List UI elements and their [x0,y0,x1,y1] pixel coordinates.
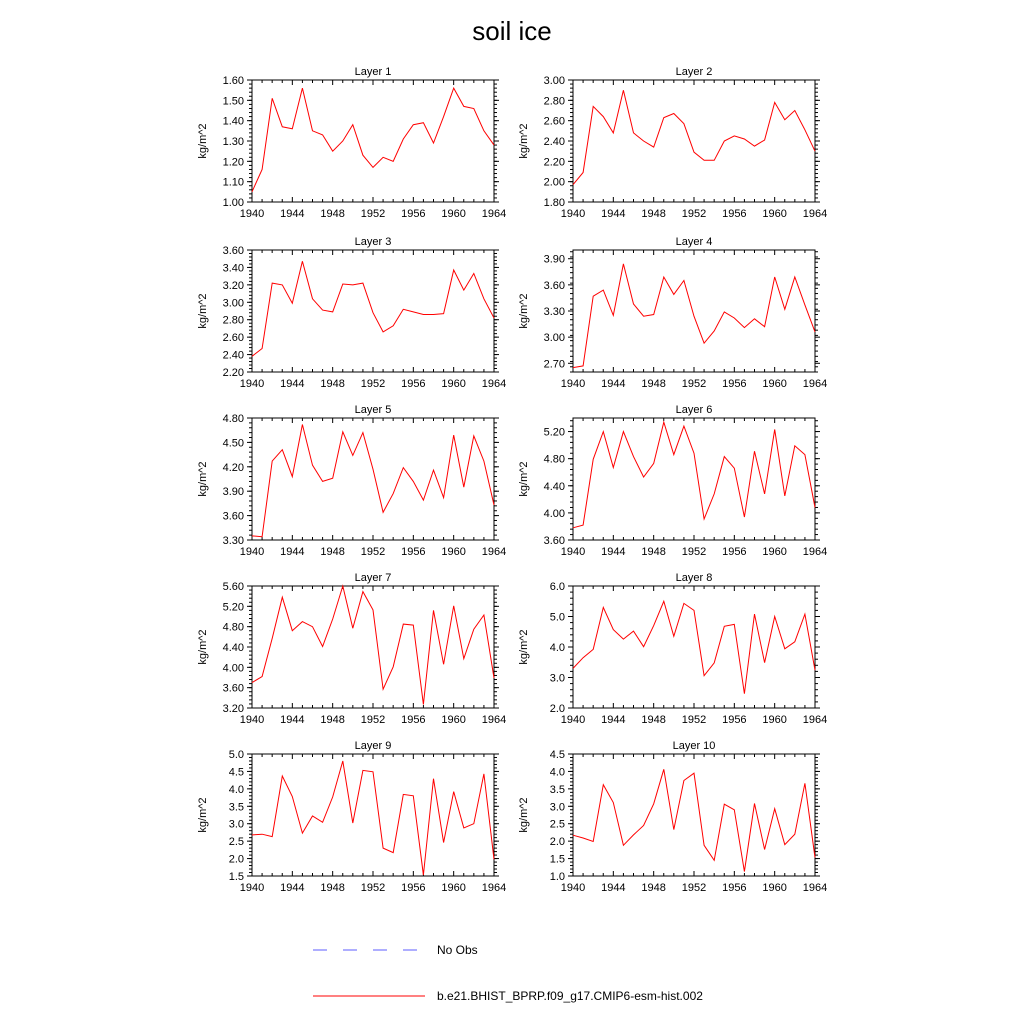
x-tick-label: 1956 [722,546,747,558]
panel-title: Layer 3 [354,236,392,248]
y-tick-label: 3.30 [543,306,565,318]
y-tick-label: 3.0 [549,801,565,814]
y-tick-label: 4.00 [543,507,565,520]
y-tick-label: 5.0 [549,611,565,624]
panel-8 [518,572,827,726]
x-tick-label: 1940 [560,208,586,220]
plot-frame [252,418,494,540]
x-tick-label: 1956 [401,546,426,558]
y-tick-label: 3.5 [549,783,565,796]
y-tick-label: 3.90 [543,253,565,266]
x-tick-label: 1944 [601,714,626,726]
panel-title: Layer 7 [354,572,392,584]
series-line [573,264,815,368]
x-tick-label: 1960 [762,208,787,220]
panel-title: Layer 9 [354,740,392,752]
y-tick-label: 1.50 [222,95,244,108]
series-line [573,601,815,693]
x-tick-label: 1944 [601,378,626,390]
y-tick-label: 2.80 [543,95,565,108]
y-tick-label: 3.5 [228,801,244,814]
y-tick-label: 4.80 [543,453,565,466]
series-line [252,586,494,704]
panel-title: Layer 1 [354,66,392,78]
x-tick-label: 1952 [360,208,386,220]
series-line [252,425,494,537]
x-tick-label: 1964 [802,208,828,220]
x-tick-label: 1940 [239,882,265,894]
y-tick-label: 1.20 [222,156,244,169]
x-tick-label: 1952 [360,714,386,726]
y-axis-label: kg/m^2 [197,293,209,329]
y-tick-label: 3.20 [222,279,244,292]
y-axis-label: kg/m^2 [197,797,209,833]
y-tick-label: 4.50 [222,437,244,450]
y-tick-label: 2.40 [543,136,565,148]
x-tick-label: 1940 [239,714,265,726]
y-tick-label: 2.0 [549,703,565,715]
x-tick-label: 1944 [280,546,305,558]
y-tick-label: 3.40 [222,262,244,275]
x-tick-label: 1948 [320,546,345,558]
x-tick-label: 1964 [802,882,828,894]
x-tick-label: 1964 [481,378,507,390]
y-tick-label: 3.60 [222,510,244,523]
y-tick-label: 4.00 [222,662,244,675]
series-line [252,761,494,875]
x-tick-label: 1940 [239,378,265,390]
plot-frame [573,80,815,202]
x-tick-label: 1940 [239,546,265,558]
legend-label-model: b.e21.BHIST_BPRP.f09_g17.CMIP6-esm-hist.002 [437,989,703,1003]
y-tick-label: 5.20 [543,426,565,439]
y-tick-label: 2.5 [549,818,565,831]
plot-frame [252,80,494,202]
y-axis-label: kg/m^2 [197,629,209,665]
x-tick-label: 1944 [601,882,626,894]
panel-6 [518,404,827,558]
x-tick-label: 1956 [401,714,426,726]
y-tick-label: 1.10 [222,176,244,189]
x-tick-label: 1964 [802,714,828,726]
x-tick-label: 1948 [320,208,345,220]
x-tick-label: 1956 [722,882,747,894]
y-tick-label: 1.60 [222,75,244,87]
y-tick-label: 2.20 [222,367,244,379]
x-tick-label: 1944 [280,882,305,894]
y-axis-label: kg/m^2 [518,797,530,833]
panel-7 [197,572,506,726]
y-tick-label: 2.60 [543,115,565,128]
y-tick-label: 4.0 [228,783,244,796]
plot-frame [573,250,815,372]
series-line [573,90,815,185]
x-tick-label: 1952 [681,378,707,390]
y-tick-label: 2.00 [543,176,565,189]
x-tick-label: 1956 [401,208,426,220]
y-tick-label: 4.5 [228,766,244,779]
x-tick-label: 1960 [762,882,787,894]
panel-9 [197,740,506,894]
y-tick-label: 1.0 [549,871,565,883]
y-tick-label: 3.30 [222,535,244,547]
series-line [252,88,494,192]
x-tick-label: 1948 [641,378,666,390]
x-tick-label: 1956 [722,714,747,726]
x-tick-label: 1964 [481,882,507,894]
y-tick-label: 5.20 [222,601,244,614]
panel-3 [197,236,506,390]
y-tick-label: 3.60 [222,682,244,695]
panel-10 [518,740,827,894]
x-tick-label: 1952 [360,546,386,558]
legend-label-no-obs: No Obs [437,943,478,957]
x-tick-label: 1960 [441,546,466,558]
plot-frame [573,586,815,708]
y-tick-label: 1.5 [549,853,565,866]
panel-title: Layer 10 [672,740,716,752]
y-tick-label: 2.80 [222,314,244,327]
y-tick-label: 5.60 [222,581,244,593]
x-tick-label: 1948 [641,882,666,894]
x-tick-label: 1944 [280,714,305,726]
x-tick-label: 1960 [441,378,466,390]
y-tick-label: 4.40 [222,642,244,654]
x-tick-label: 1960 [762,378,787,390]
y-tick-label: 2.40 [222,349,244,362]
y-tick-label: 5.0 [228,749,244,761]
x-tick-label: 1952 [681,882,707,894]
y-tick-label: 3.60 [543,535,565,547]
y-tick-label: 1.30 [222,136,244,148]
x-tick-label: 1948 [641,546,666,558]
x-tick-label: 1952 [360,378,386,390]
y-tick-label: 4.80 [222,621,244,634]
plot-frame [252,586,494,708]
y-tick-label: 4.40 [543,480,565,493]
series-line [252,261,494,356]
x-tick-label: 1964 [802,378,828,390]
y-tick-label: 4.80 [222,413,244,425]
y-tick-label: 1.5 [228,871,244,883]
y-tick-label: 2.5 [228,836,244,849]
y-tick-label: 4.5 [549,749,565,761]
x-tick-label: 1960 [441,208,466,220]
x-tick-label: 1956 [722,208,747,220]
figure-title: soil ice [472,16,552,46]
y-axis-label: kg/m^2 [518,293,530,329]
y-tick-label: 3.00 [543,332,565,345]
plot-frame [252,250,494,372]
y-axis-label: kg/m^2 [518,461,530,497]
panel-title: Layer 2 [675,66,713,78]
x-tick-label: 1948 [641,714,666,726]
plot-frame [573,418,815,540]
x-tick-label: 1960 [441,714,466,726]
y-tick-label: 3.0 [228,818,244,831]
x-tick-label: 1964 [481,714,507,726]
y-tick-label: 1.00 [222,197,244,209]
series-line [573,769,815,871]
x-tick-label: 1960 [441,882,466,894]
x-tick-label: 1944 [280,378,305,390]
y-tick-label: 4.20 [222,461,244,474]
x-tick-label: 1948 [641,208,666,220]
x-tick-label: 1960 [762,714,787,726]
y-tick-label: 2.20 [543,156,565,169]
y-tick-label: 3.90 [222,486,244,499]
y-tick-label: 3.0 [549,672,565,685]
x-tick-label: 1952 [681,714,707,726]
y-tick-label: 2.60 [222,332,244,345]
x-tick-label: 1944 [601,546,626,558]
y-tick-label: 3.60 [543,279,565,292]
y-axis-label: kg/m^2 [518,123,530,159]
x-tick-label: 1952 [681,208,707,220]
y-tick-label: 1.80 [543,197,565,209]
plot-frame [573,754,815,876]
y-tick-label: 3.00 [222,297,244,310]
y-axis-label: kg/m^2 [518,629,530,665]
y-tick-label: 3.20 [222,703,244,715]
x-tick-label: 1960 [762,546,787,558]
x-tick-label: 1940 [560,882,586,894]
y-tick-label: 3.00 [543,75,565,87]
x-tick-label: 1964 [481,546,507,558]
panel-title: Layer 4 [675,236,713,248]
y-tick-label: 2.0 [549,836,565,849]
x-tick-label: 1956 [401,882,426,894]
x-tick-label: 1940 [239,208,265,220]
y-tick-label: 6.0 [549,581,565,593]
panel-title: Layer 5 [354,404,392,416]
panel-1 [197,66,506,220]
y-axis-label: kg/m^2 [197,461,209,497]
x-tick-label: 1944 [280,208,305,220]
x-tick-label: 1964 [481,208,507,220]
x-tick-label: 1944 [601,208,626,220]
x-tick-label: 1952 [360,882,386,894]
y-tick-label: 2.70 [543,358,565,371]
panel-title: Layer 6 [675,404,713,416]
x-tick-label: 1948 [320,378,345,390]
y-tick-label: 4.0 [549,642,565,654]
x-tick-label: 1940 [560,378,586,390]
panel-4 [518,236,827,390]
x-tick-label: 1948 [320,714,345,726]
panel-2 [518,66,827,220]
x-tick-label: 1952 [681,546,707,558]
panel-5 [197,404,506,558]
y-tick-label: 4.0 [549,766,565,779]
y-axis-label: kg/m^2 [197,123,209,159]
series-line [573,422,815,528]
x-tick-label: 1948 [320,882,345,894]
x-tick-label: 1940 [560,546,586,558]
x-tick-label: 1956 [401,378,426,390]
y-tick-label: 1.40 [222,115,244,128]
y-tick-label: 2.0 [228,853,244,866]
y-tick-label: 3.60 [222,245,244,257]
panel-title: Layer 8 [675,572,713,584]
x-tick-label: 1940 [560,714,586,726]
x-tick-label: 1964 [802,546,828,558]
x-tick-label: 1956 [722,378,747,390]
